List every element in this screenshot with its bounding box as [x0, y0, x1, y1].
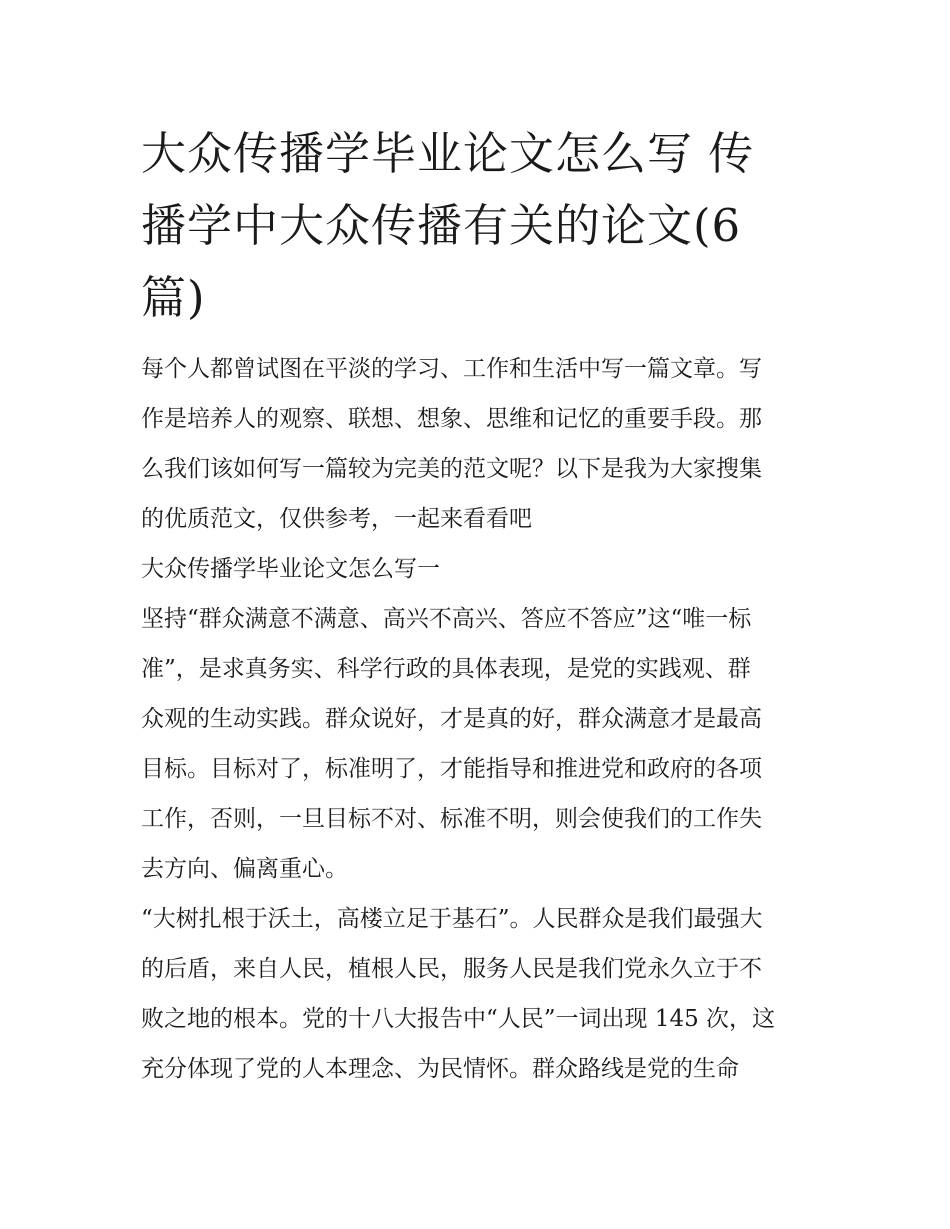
body-paragraph — [141, 894, 813, 1094]
text-line: 么我们该如何写一篇较为完美的范文呢？以下是我为大家搜集 — [141, 456, 762, 482]
text-line: 作是培养人的观察、联想、想象、思维和记忆的重要手段。那 — [141, 406, 762, 432]
intro-paragraph — [141, 344, 813, 544]
title-line: 播学中大众传播有关的论文(6 — [141, 199, 742, 252]
text-line: 败之地的根本。党的十八大报告中“人民”一词出现 145 次，这 — [141, 1006, 776, 1032]
title-line: 篇) — [141, 271, 206, 324]
text-line: 的优质范文，仅供参考，一起来看看吧 — [141, 506, 532, 532]
text-line: 众观的生动实践。群众说好，才是真的好，群众满意才是最高 — [141, 706, 762, 732]
document-title — [141, 118, 813, 334]
text-line: 工作，否则，一旦目标不对、标准不明，则会使我们的工作失 — [141, 806, 762, 832]
text-line: 充分体现了党的人本理念、为民情怀。群众路线是党的生命 — [141, 1056, 739, 1082]
text-line: 每个人都曾试图在平淡的学习、工作和生活中写一篇文章。写 — [141, 356, 762, 382]
text-line: 去方向、偏离重心。 — [141, 856, 348, 882]
body-paragraph — [141, 594, 813, 894]
text-line: 目标。目标对了，标准明了，才能指导和推进党和政府的各项 — [141, 756, 762, 782]
title-line: 大众传播学毕业论文怎么写 传 — [141, 127, 755, 180]
text-line: “大树扎根于沃土，高楼立足于基石”。人民群众是我们最强大 — [141, 906, 763, 932]
document-page — [141, 118, 813, 1094]
text-line: 的后盾，来自人民，植根人民，服务人民是我们党永久立于不 — [141, 956, 762, 982]
text-line: 坚持“群众满意不满意、高兴不高兴、答应不答应”这“唯一标 — [141, 606, 752, 632]
text-line: 准”，是求真务实、科学行政的具体表现，是党的实践观、群 — [141, 656, 751, 682]
section-heading: 大众传播学毕业论文怎么写一 — [141, 556, 440, 582]
